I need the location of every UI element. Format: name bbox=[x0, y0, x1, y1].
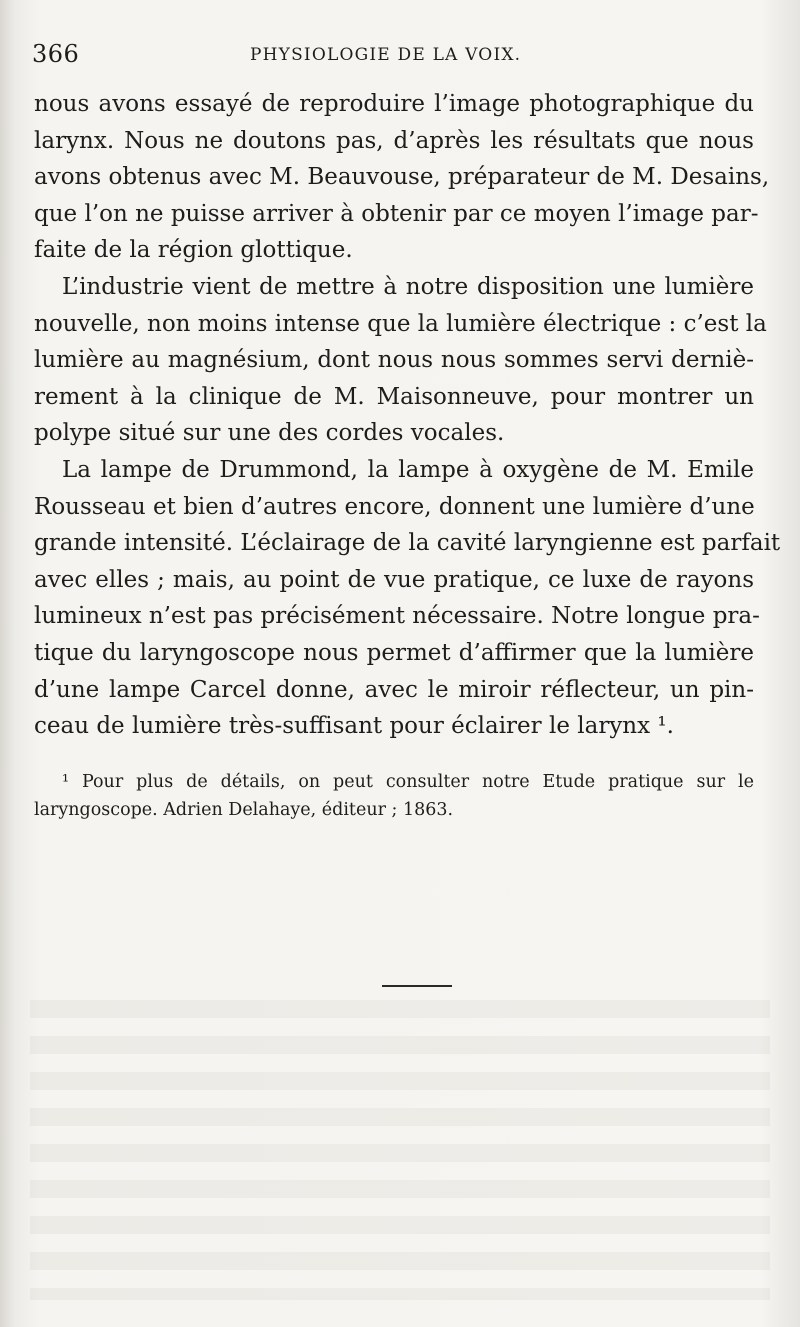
text-line: que l’on ne puisse arriver à obtenir par ce moyen l’image par- bbox=[34, 200, 759, 227]
text-line: lumineux n’est pas précisément nécessaire. Notre longue pra- bbox=[34, 603, 760, 630]
show-through-texture bbox=[30, 1000, 770, 1300]
text-line: faite de la région glottique. bbox=[34, 237, 353, 264]
text-line: L’industrie vient de mettre à notre disposition une lumière bbox=[62, 273, 754, 300]
text-line: ceau de lumière très-suffisant pour éclairer le larynx ¹. bbox=[34, 713, 674, 740]
text-line: d’une lampe Carcel donne, avec le miroir réflecteur, un pin- bbox=[34, 676, 754, 703]
text-line: avons obtenus avec M. Beauvouse, préparateur de M. Desains, bbox=[34, 164, 770, 191]
footnote bbox=[34, 768, 754, 824]
text-line: Rousseau et bien d’autres encore, donnent une lumière d’une bbox=[34, 493, 755, 520]
paragraph-2 bbox=[34, 269, 767, 452]
text-line: tique du laryngoscope nous permet d’affirmer que la lumière bbox=[34, 639, 754, 666]
text-line: grande intensité. L’éclairage de la cavité laryngienne est parfait bbox=[34, 530, 781, 557]
page-number: 366 bbox=[32, 40, 80, 68]
paragraph-3 bbox=[34, 452, 781, 745]
text-line: lumière au magnésium, dont nous nous sommes servi derniè- bbox=[34, 347, 754, 374]
text-line: nous avons essayé de reproduire l’image photographique du bbox=[34, 91, 754, 117]
text-line: avec elles ; mais, au point de vue pratique, ce luxe de rayons bbox=[34, 566, 754, 593]
running-head: PHYSIOLOGIE DE LA VOIX. bbox=[250, 45, 522, 65]
page-header bbox=[32, 40, 772, 72]
section-rule bbox=[382, 985, 452, 987]
body-text bbox=[34, 86, 781, 745]
text-line: rement à la clinique de M. Maisonneuve, pour montrer un bbox=[34, 383, 754, 410]
text-line: nouvelle, non moins intense que la lumière électrique : c’est la bbox=[34, 310, 767, 337]
text-line: polype situé sur une des cordes vocales. bbox=[34, 420, 505, 447]
footnote-line: ¹ Pour plus de détails, on peut consulter notre Etude pratique sur le bbox=[62, 772, 754, 792]
footnote-line: laryngoscope. Adrien Delahaye, éditeur ; 1863. bbox=[34, 800, 454, 820]
text-line: larynx. Nous ne doutons pas, d’après les résultats que nous bbox=[34, 127, 754, 154]
paragraph-1 bbox=[34, 86, 770, 269]
text-line: La lampe de Drummond, la lampe à oxygène de M. Emile bbox=[62, 456, 754, 483]
